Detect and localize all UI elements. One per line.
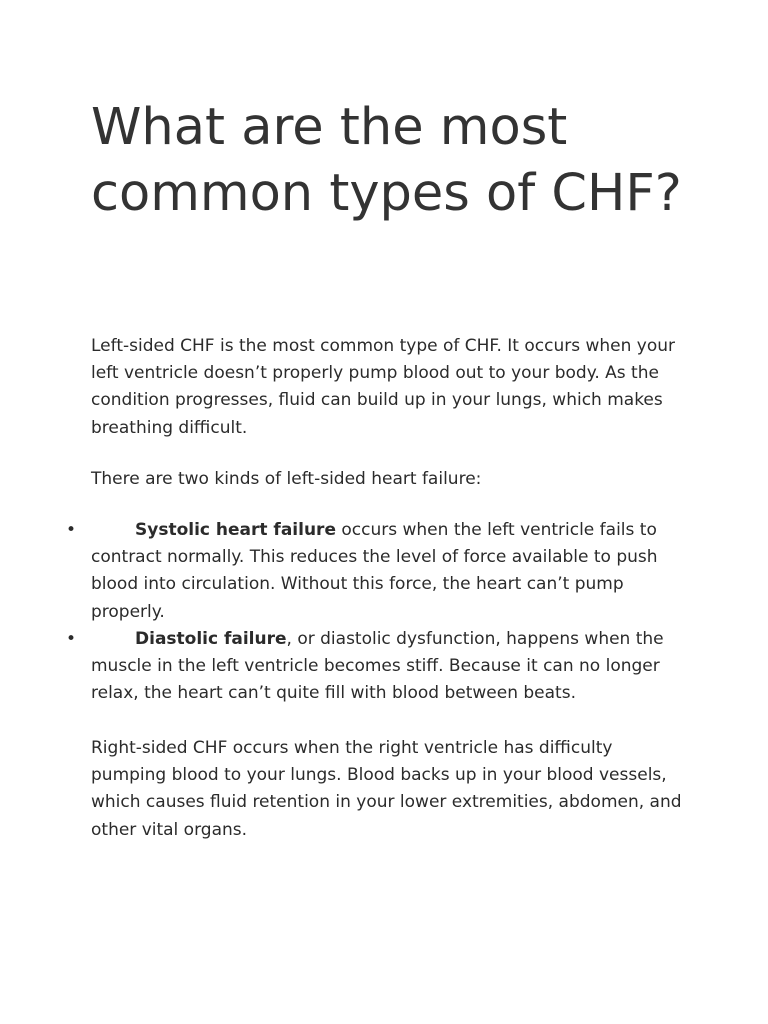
bullet-icon: •	[66, 520, 77, 540]
list-item-systolic	[66, 517, 691, 626]
bullet-text-systolic: occurs when the left ventricle fails to contract normally. This reduces the level of force available to push blood into circulation. Without this force, the heart can’t pump properly.	[91, 520, 658, 622]
bullet-term-systolic: Systolic heart failure	[135, 520, 336, 540]
list-item-diastolic	[66, 626, 691, 708]
paragraph-left-sided-chf: Left-sided CHF is the most common type of CHF. It occurs when your left ventricle doesn’t properly pump blood out to your body. As the condition progresses, fluid can build up in your lungs, which makes breathing difficult.	[91, 336, 676, 438]
page-title: What are the most common types of CHF?	[91, 98, 682, 223]
paragraph-two-kinds: There are two kinds of left-sided heart failure:	[91, 469, 482, 489]
bullet-icon: •	[66, 628, 77, 649]
bullet-text-diastolic: , or diastolic dysfunction, happens when the muscle in the left ventricle becomes stiff. Because it can no longer relax, the heart can’t quite fill with blood between beats.	[91, 628, 664, 704]
paragraph-right-sided-chf: Right-sided CHF occurs when the right ventricle has difficulty pumping blood to your lungs. Blood backs up in your blood vessels, which causes fluid retention in your lower extremities, abdomen, and other vital organs.	[91, 738, 682, 840]
heart-failure-types-list	[66, 517, 691, 707]
bullet-term-diastolic: Diastolic failure	[135, 628, 287, 649]
